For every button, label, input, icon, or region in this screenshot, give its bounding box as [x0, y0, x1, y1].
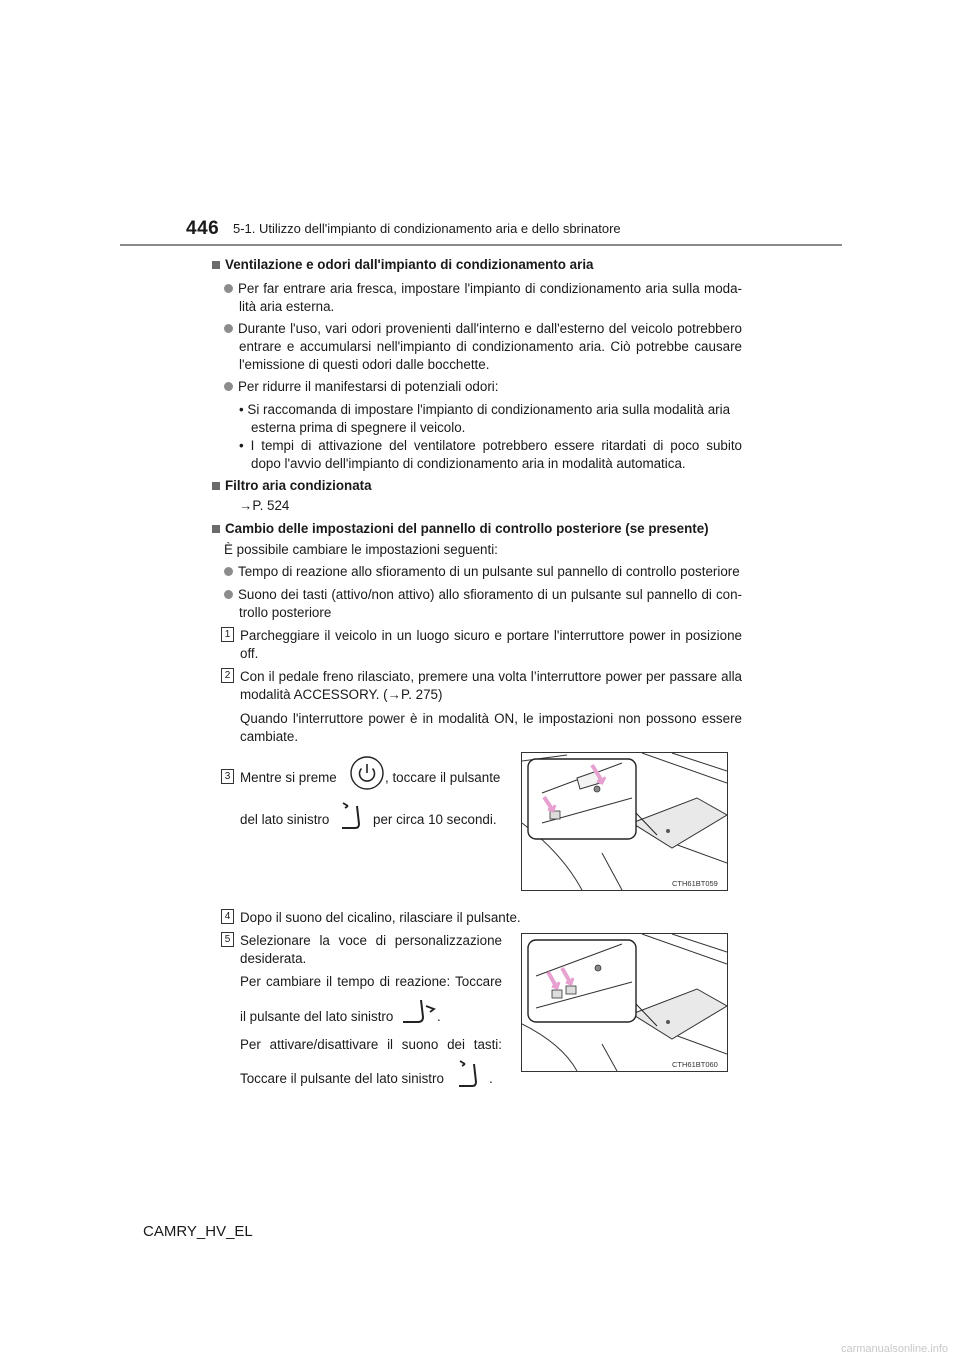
- seat-button-icon: [338, 800, 368, 832]
- bullet-line: trollo posteriore: [239, 605, 332, 620]
- square-bullet-icon: [212, 525, 220, 533]
- step-text: Dopo il suono del cicalino, rilasciare il pulsante.: [240, 910, 521, 925]
- step-text: , toccare il pulsante: [385, 770, 501, 785]
- step-text: desiderata.: [240, 951, 307, 966]
- round-bullet-icon: [224, 284, 233, 293]
- step-text: .: [489, 1071, 493, 1086]
- step-number: 5: [221, 932, 234, 947]
- watermark: carmanualsonline.info: [840, 1343, 948, 1355]
- model-code: CAMRY_HV_EL: [143, 1223, 253, 1240]
- step-text: Per attivare/disattivare il suono dei tasti:: [240, 1037, 502, 1052]
- sub-bullet-line: dopo l'avvio dell'impianto di condizionamento aria in modalità automatica.: [251, 456, 686, 471]
- intro-text: È possibile cambiare le impostazioni seguenti:: [224, 542, 498, 557]
- seat-button-icon: [399, 995, 437, 1027]
- bullet-line: Durante l'uso, vari odori provenienti dall'interno e dall'esterno del veicolo potrebbero: [224, 320, 742, 338]
- step-number: 4: [221, 909, 234, 924]
- bullet-line: entrare e accumularsi nell'impianto di condizionamento aria. Ciò potrebbe causare: [239, 339, 742, 354]
- step-text: Per cambiare il tempo di reazione: Toccare: [240, 974, 502, 989]
- figure-rear-panel-select: [521, 933, 728, 1072]
- rear-panel-illustration: [522, 934, 727, 1071]
- figure-code: CTH61BT060: [672, 1060, 718, 1069]
- page-reference: →P. 524: [239, 498, 290, 513]
- step-text: Toccare il pulsante del lato sinistro: [240, 1071, 444, 1086]
- square-bullet-icon: [212, 482, 220, 490]
- bullet-line: l'emissione di questi odori dalle bocchette.: [239, 357, 490, 372]
- step-text: Selezionare la voce di personalizzazione: [240, 933, 502, 948]
- section-ventilation-title: Ventilazione e odori dall'impianto di condizionamento aria: [212, 256, 594, 274]
- round-bullet-icon: [224, 382, 233, 391]
- step-text: Con il pedale freno rilasciato, premere una volta l’interruttore power per passare alla: [240, 669, 742, 684]
- bullet-line: Suono dei tasti (attivo/non attivo) allo sfioramento di un pulsante sul pannello di con-: [224, 586, 742, 604]
- rear-panel-illustration: [522, 753, 727, 890]
- step-number: 2: [221, 668, 234, 683]
- step-note: cambiate.: [240, 729, 299, 744]
- figure-rear-panel-press: [521, 752, 728, 891]
- sub-bullet-line: esterna prima di spegnere il veicolo.: [251, 420, 466, 435]
- step-text: off.: [240, 646, 259, 661]
- step-text: Parcheggiare il veicolo in un luogo sicuro e portare l'interruttore power in posizione: [240, 628, 742, 643]
- round-bullet-icon: [224, 590, 233, 599]
- step-text: .: [437, 1009, 441, 1024]
- bullet-line: lità aria esterna.: [239, 299, 335, 314]
- section-rear-panel-title: Cambio delle impostazioni del pannello di controllo posteriore (se presente): [212, 520, 709, 538]
- bullet-line: Per ridurre il manifestarsi di potenziali odori:: [224, 378, 498, 396]
- figure-code: CTH61BT059: [672, 879, 718, 888]
- round-bullet-icon: [224, 324, 233, 333]
- seat-button-icon: [455, 1058, 485, 1090]
- step-text: Mentre si preme: [240, 770, 337, 785]
- power-button-icon: [349, 755, 385, 791]
- step-number: 3: [221, 769, 234, 784]
- step-text: per circa 10 secondi.: [373, 812, 497, 827]
- bullet-line: Per far entrare aria fresca, impostare l'impianto di condizionamento aria sulla moda-: [224, 280, 742, 298]
- page-number: 446: [186, 218, 220, 239]
- chapter-title: 5-1. Utilizzo dell'impianto di condizionamento aria e dello sbrinatore: [233, 221, 621, 236]
- step-number: 1: [221, 627, 234, 642]
- header-divider: [120, 244, 842, 246]
- step-text: il pulsante del lato sinistro: [240, 1009, 394, 1024]
- step-note: Quando l'interruttore power è in modalità ON, le impostazioni non possono essere: [240, 711, 742, 726]
- bullet-line: Tempo di reazione allo sfioramento di un pulsante sul pannello di controllo posteriore: [224, 563, 740, 581]
- section-filter-title: Filtro aria condizionata: [212, 477, 372, 495]
- sub-bullet-line: • Si raccomanda di impostare l'impianto di condizionamento aria sulla modalità aria: [239, 402, 731, 417]
- round-bullet-icon: [224, 567, 233, 576]
- sub-bullet-line: • I tempi di attivazione del ventilatore potrebbero essere ritardati di poco subito: [239, 438, 742, 453]
- step-text: modalità ACCESSORY. (→P. 275): [240, 687, 443, 702]
- step-text: del lato sinistro: [240, 812, 330, 827]
- square-bullet-icon: [212, 261, 220, 269]
